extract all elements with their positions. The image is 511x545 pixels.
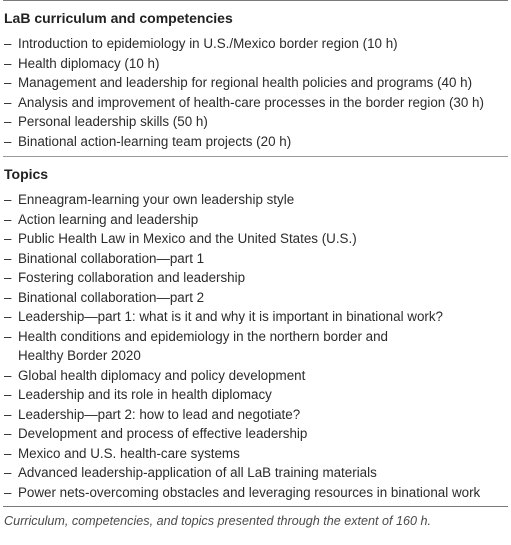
dash-marker: – xyxy=(4,75,12,90)
dash-marker: – xyxy=(4,231,12,246)
list-item: – Power nets-overcoming obstacles and leveraging resources in binational work xyxy=(4,483,511,503)
list-item: – Mexico and U.S. health-care systems xyxy=(4,444,511,464)
dash-marker: – xyxy=(4,94,12,110)
list-item: – Advanced leadership-application of all LaB training materials xyxy=(4,463,511,483)
list-item: – Public Health Law in Mexico and the United States (U.S.) xyxy=(4,229,511,249)
dash-marker: – xyxy=(4,133,12,149)
table-top-rule xyxy=(3,0,508,1)
curriculum-section xyxy=(0,9,511,151)
list-item: – Leadership—part 1: what is it and why it is important in binational work? xyxy=(4,307,511,327)
table-bottom-rule xyxy=(3,506,508,507)
dash-marker: – xyxy=(4,465,12,480)
dash-marker: – xyxy=(4,367,12,383)
list-item: – Analysis and improvement of health-care processes in the border region (30 h) xyxy=(4,93,511,113)
list-item: – Global health diplomacy and policy development xyxy=(4,366,511,386)
dash-marker: – xyxy=(4,270,12,285)
list-item: – Health conditions and epidemiology in the northern border and Healthy Border 2020 xyxy=(4,327,511,366)
list-item: – Management and leadership for regional health policies and programs (40 h) xyxy=(4,73,511,93)
topics-list xyxy=(4,190,511,502)
list-item: – Leadership—part 2: how to lead and negotiate? xyxy=(4,405,511,425)
dash-marker: – xyxy=(4,484,12,500)
list-item: – Binational action-learning team projects (20 h) xyxy=(4,132,511,152)
list-item: – Fostering collaboration and leadership xyxy=(4,268,511,288)
dash-marker: – xyxy=(4,445,12,461)
dash-marker: – xyxy=(4,328,12,344)
list-item: – Binational collaboration—part 1 xyxy=(4,249,511,269)
topics-heading: Topics xyxy=(4,166,49,182)
dash-marker: – xyxy=(4,55,12,71)
curriculum-heading: LaB curriculum and competencies xyxy=(4,10,233,26)
dash-marker: – xyxy=(4,211,12,227)
list-item: – Development and process of effective leadership xyxy=(4,424,511,444)
dash-marker: – xyxy=(4,114,12,129)
curriculum-list xyxy=(4,34,511,151)
dash-marker: – xyxy=(4,426,12,441)
list-item: – Health diplomacy (10 h) xyxy=(4,54,511,74)
dash-marker: – xyxy=(4,387,12,402)
table-caption: Curriculum, competencies, and topics presented through the extent of 160 h. xyxy=(4,514,432,528)
list-item: – Binational collaboration—part 2 xyxy=(4,288,511,308)
dash-marker: – xyxy=(4,36,12,51)
list-item: – Leadership and its role in health diplomacy xyxy=(4,385,511,405)
list-item: – Action learning and leadership xyxy=(4,210,511,230)
section-divider xyxy=(3,156,508,157)
dash-marker: – xyxy=(4,289,12,305)
list-item: – Introduction to epidemiology in U.S./Mexico border region (10 h) xyxy=(4,34,511,54)
dash-marker: – xyxy=(4,309,12,324)
list-item: – Personal leadership skills (50 h) xyxy=(4,112,511,132)
list-item: – Enneagram-learning your own leadership style xyxy=(4,190,511,210)
dash-marker: – xyxy=(4,250,12,266)
list-item-continuation: Healthy Border 2020 xyxy=(18,348,141,363)
dash-marker: – xyxy=(4,406,12,422)
topics-section xyxy=(0,165,511,502)
dash-marker: – xyxy=(4,192,12,207)
